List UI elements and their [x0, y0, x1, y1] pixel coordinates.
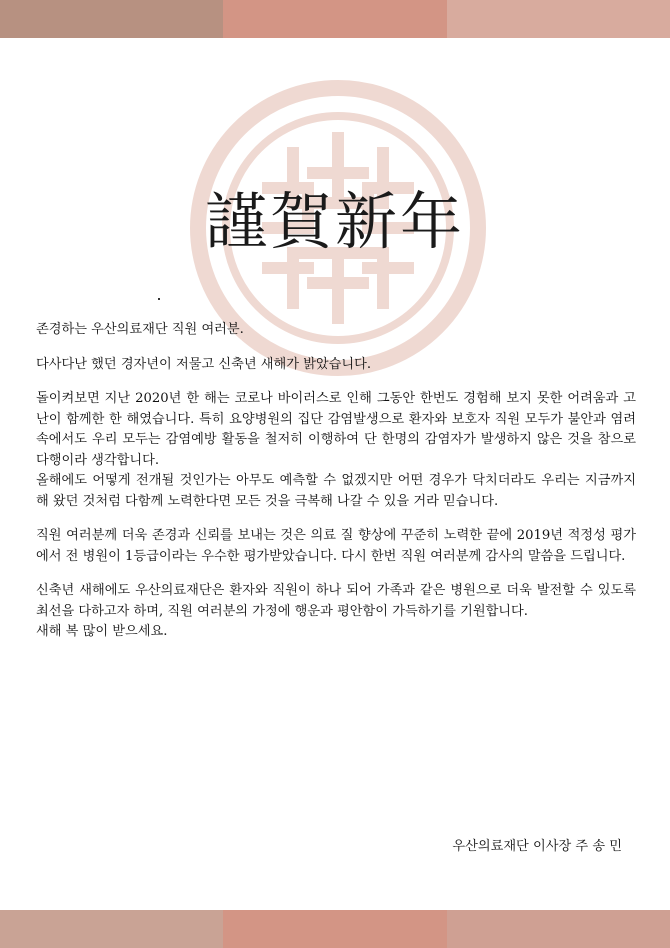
outlook-paragraph: 올해에도 어떻게 전개될 것인가는 아무도 예측할 수 없겠지만 어떤 경우가 닥치더라도 우리는 지금까지 해 왔던 것처럼 다함께 노력한다면 모든 것을 극복해 나갈 수 있을 거라 믿습니다.: [36, 473, 636, 509]
gratitude-paragraph: 직원 여러분께 더욱 존경과 신뢰를 보내는 것은 의료 질 향상에 꾸준히 노력한 끝에 2019년 적정성 평가에서 전 병원이 1등급이라는 우수한 평가받았습니다. 다시 한번 직원 여러분께 감사의 말씀을 드립니다.: [36, 528, 636, 564]
review-paragraph: 돌이켜보면 지난 2020년 한 해는 코로나 바이러스로 인해 그동안 한번도 경험해 보지 못한 어려움과 고난이 함께한 한 해였습니다. 특히 요양병원의 집단 감염발생으로 환자와 보호자 직원 모두가 불안과 염려속에서도 우리 모두는 감염예방 활동을 철저히 이행하여 단 한명의 감염자가 발생하지 않은 것을 참으로 다행이라 생각합니다.: [36, 391, 636, 468]
bottom-band-segment-1: [0, 910, 223, 948]
new-year-paragraph: 다사다난 했던 경자년이 저물고 신축년 새해가 밝았습니다.: [36, 356, 372, 372]
bottom-color-band: [0, 910, 670, 948]
top-band-segment-2: [223, 0, 446, 38]
greeting-paragraph: 존경하는 우산의료재단 직원 여러분.: [36, 322, 244, 337]
top-band-segment-1: [0, 0, 223, 38]
stray-dot: [158, 298, 160, 300]
letter-body: [36, 320, 636, 643]
closing-paragraph: 새해 복 많이 받으세요.: [36, 624, 168, 639]
bottom-band-segment-3: [447, 910, 670, 948]
page-title: 謹賀新年: [204, 185, 465, 258]
wishes-paragraph: 신축년 새해에도 우산의료재단은 환자와 직원이 하나 되어 가족과 같은 병원으로 더욱 발전할 수 있도록 최선을 다하고자 하며, 직원 여러분의 가정에 행운과 평안함이 가득하기를 기원합니다.: [36, 583, 636, 619]
top-band-segment-3: [447, 0, 670, 38]
bottom-band-segment-2: [223, 910, 446, 948]
signature: 우산의료재단 이사장 주 송 민: [452, 839, 622, 854]
top-color-band: [0, 0, 670, 38]
